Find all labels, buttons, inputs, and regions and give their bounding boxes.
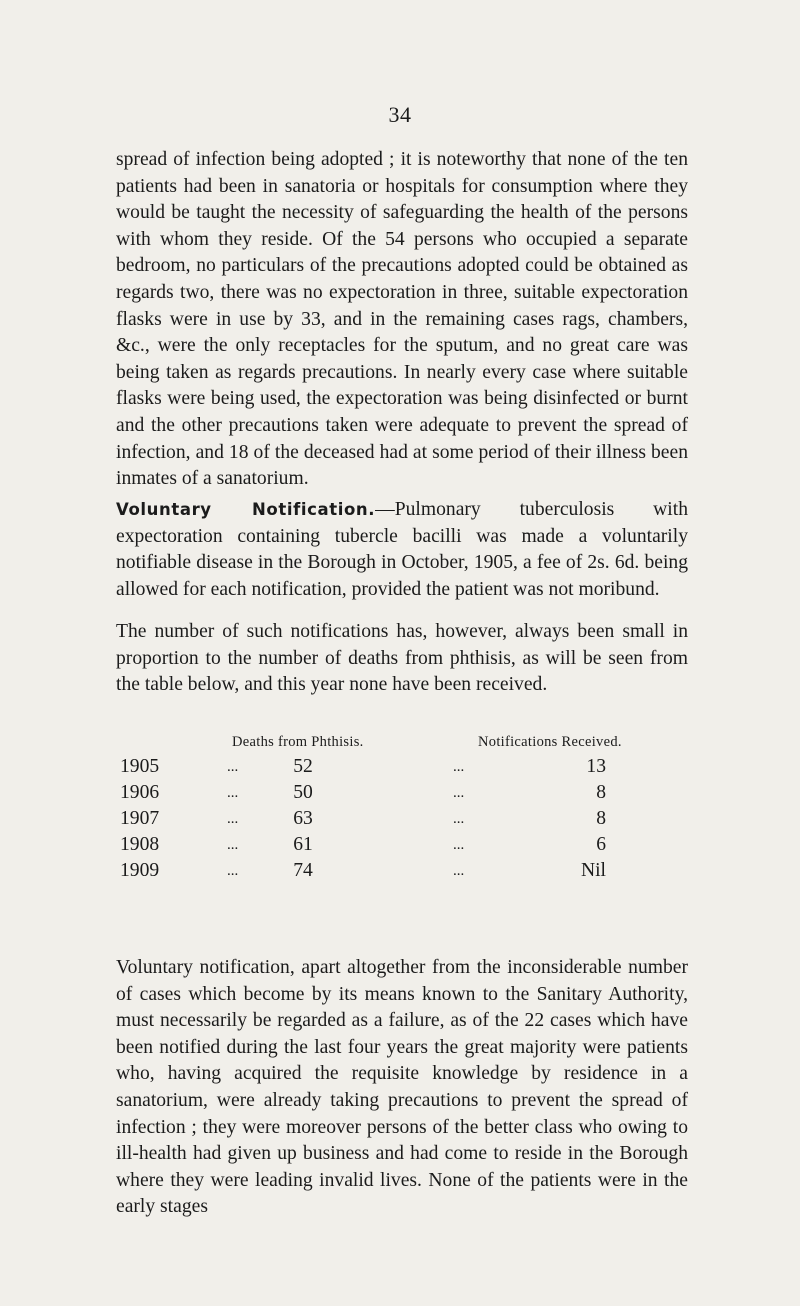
paragraph-notification-numbers: The number of such notifications has, however, always been small in proportion to the number of deaths from phthisis, as will be seen from the table below, and this year none have been received. <box>116 621 688 696</box>
table-row <box>116 756 696 782</box>
year-cell: 1907 <box>120 808 160 829</box>
leader-dots: ... <box>227 863 239 879</box>
deaths-cell: 61 <box>293 834 313 855</box>
year-cell: 1906 <box>120 782 160 803</box>
table-row <box>116 782 696 808</box>
paragraph-voluntary-notification <box>116 497 688 603</box>
leader-dots: ... <box>453 759 465 775</box>
year-cell: 1908 <box>120 834 160 855</box>
leader-dots: ... <box>453 811 465 827</box>
leader-dots: ... <box>227 811 239 827</box>
leader-dots: ... <box>227 837 239 853</box>
notifications-cell: 8 <box>596 782 606 803</box>
paragraph-precautions: spread of infection being adopted ; it is noteworthy that none of the ten patients had been in sanatoria or hospitals for consumption where they would be taught the necessity of safeguarding the health of the persons with whom they reside. Of the 54 persons who occupied a separate bedroom, no particulars of the precautions adopted could be obtained as regards two, there was no expectoration in three, suitable expectoration flasks were in use by 33, and in the remaining cases rags, chambers, &c., were the only receptacles for the sputum, and no great care was being taken as regards precautions. In nearly every case where suitable flasks were being used, the expectoration was being disinfected or burnt and the other precautions taken were adequate to prevent the spread of infection, and 18 of the deceased had at some period of their illness been inmates of a sanatorium. <box>116 149 688 490</box>
leader-dots: ... <box>453 785 465 801</box>
notifications-table <box>116 734 696 914</box>
notifications-cell: 13 <box>586 756 606 777</box>
deaths-cell: 63 <box>293 808 313 829</box>
table-row <box>116 860 696 886</box>
page-number: 34 <box>388 102 412 127</box>
deaths-cell: 52 <box>293 756 313 777</box>
leader-dots: ... <box>227 785 239 801</box>
paragraph-body: —Pulmonary tuberculosis with expectoration containing tubercle bacilli was made a voluntarily notifiable disease in the Borough in October, 1905, a fee of 2s. 6d. being allowed for each notification, provided the patient was not moribund. <box>116 499 688 600</box>
leader-dots: ... <box>453 863 465 879</box>
year-cell: 1905 <box>120 756 160 777</box>
column-header-notifications: Notifications Received. <box>478 734 622 750</box>
paragraph-voluntary-failure: Voluntary notification, apart altogether from the inconsiderable number of cases which become by its means known to the Sanitary Authority, must necessarily be regarded as a failure, as of the 22 cases which have been notified during the last four years the great majority were patients who, having acquired the requisite knowledge by residence in a sanatorium, were already taking precautions to prevent the spread of infection ; they were moreover persons of the better class who owing to ill-health had given up business and had come to reside in the Borough where they were leading invalid lives. None of the patients were in the early stages <box>116 957 688 1218</box>
table-row <box>116 834 696 860</box>
notifications-cell: 6 <box>596 834 606 855</box>
notifications-cell: 8 <box>596 808 606 829</box>
notifications-cell: Nil <box>580 860 606 881</box>
leader-dots: ... <box>453 837 465 853</box>
leader-dots: ... <box>227 759 239 775</box>
column-header-deaths: Deaths from Phthisis. <box>232 734 364 750</box>
deaths-cell: 50 <box>293 782 313 803</box>
section-heading: Voluntary Notification. <box>116 500 376 519</box>
year-cell: 1909 <box>120 860 160 881</box>
table-row <box>116 808 696 834</box>
deaths-cell: 74 <box>293 860 313 881</box>
